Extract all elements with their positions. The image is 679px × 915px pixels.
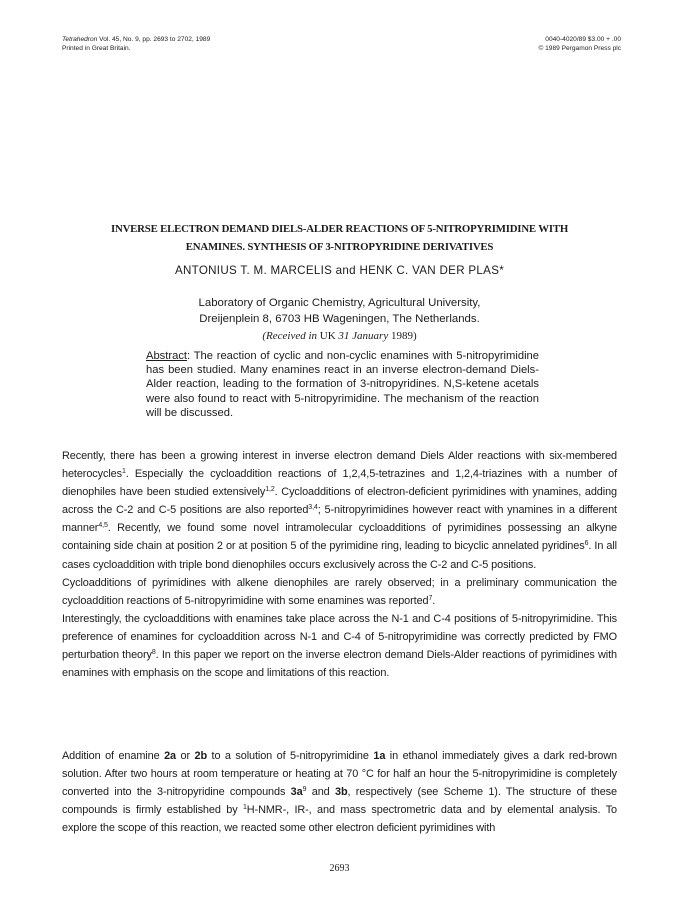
price-code: 0040-4020/89 $3.00 + .00 (545, 36, 621, 43)
compound-label: 3a (290, 786, 303, 799)
author-list: ANTONIUS T. M. MARCELIS and HENK C. VAN DER PLAS* (174, 264, 505, 277)
affiliation-line-1: Laboratory of Organic Chemistry, Agricultural University, (198, 297, 481, 309)
affiliation (0, 295, 679, 327)
body-paragraph: Recently, there has been a growing interest in inverse electron demand Diels Alder reactions with six-membered heterocycles$^1$. Especially the cycloaddition reactions of 1,2,4,5-tetrazines and 1,2,4-triazines with a number of dienophiles have been studied extensively$^{1,2}$. Cycloadditions of electron-deficient pyrimidines with ynamines, adding across the C-2 and C-5 positions are also reported$^{3,4}$; 5-nitropyrimidines however react with ynamines in a different manner$^{4,5}$. Recently, we found some novel intramolecular cycloadditions of pyrimidines possessing an alkyne containing side chain at position 2 or at position 5 of the pyrimidine ring, leading to bicyclic annelated pyridines$^6$. In all cases cycloaddition with triple bond dienophiles occurs exclusively across the C-2 and C-5 positions. (62, 450, 617, 571)
received-date: (Received in UK 31 January 1989) (262, 330, 417, 342)
ref-superscript: 4,5 (98, 522, 108, 530)
title-line-2: ENAMINES. SYNTHESIS OF 3-NITROPYRIDINE DERIVATIVES (185, 241, 494, 253)
isotope-superscript: 1 (242, 804, 247, 812)
body-paragraph: Cycloadditions of pyrimidines with alkene dienophiles are rarely observed; in a preliminary communication the cycloaddition reactions of 5-nitropyrimidine with some enamines was reported$^7$. (62, 576, 617, 607)
paper-title (0, 220, 679, 256)
ref-superscript: 8 (151, 649, 156, 657)
printed-note: Printed in Great Britain. (62, 44, 131, 52)
abstract (146, 349, 539, 420)
abstract-label: Abstract (146, 350, 188, 362)
body-text-top (62, 447, 617, 682)
body-paragraph: Addition of enamine 2a or 2b to a solution of 5-nitropyrimidine 1a in ethanol immediately gives a dark red-brown solution. After two hours at room temperature or heating at 70 °C for half an hour the 5-nitropyrimidine is completely converted into the 3-nitropyridine compounds $3a^9$ and 3b, respectively (see Scheme 1). The structure of these compounds is firmly established by $^1$H-NMR-, IR-, and mass spectrometric data and by elemental analysis. To explore the scope of this reaction, we reacted some other electron deficient pyrimidines with (62, 750, 617, 835)
body-text-bottom (62, 747, 617, 837)
journal-citation: Vol. 45, No. 9, pp. 2693 to 2702, 1989 (97, 36, 211, 43)
compound-label: 2b (194, 750, 208, 762)
ref-superscript: 1 (121, 468, 126, 476)
affiliation-line-2: Dreijenplein 8, 6703 HB Wageningen, The Netherlands. (199, 313, 480, 325)
body-paragraph: Interestingly, the cycloadditions with enamines take place across the N-1 and C-4 positions of 5-nitropyrimidine. This preference of enamines for cycloaddition across N-1 and C-4 of 5-nitropyrimidine was correctly predicted by FMO perturbation theory$^8$. In this paper we report on the inverse electron demand Diels-Alder reactions of pyrimidines with enamines with emphasis on the scope and limitations of this reaction. (62, 612, 617, 680)
compound-label: 3b (335, 786, 348, 799)
ref-superscript: 6 (584, 540, 589, 548)
page-number: 2693 (329, 863, 350, 874)
ref-superscript: 9 (302, 786, 307, 794)
compound-label: 2a (164, 750, 176, 762)
ref-superscript: 7 (428, 594, 433, 602)
journal-name: Tetrahedron (62, 36, 98, 43)
ref-superscript: 1,2 (265, 486, 275, 494)
publisher-header (538, 36, 621, 54)
compound-label: 1a (373, 750, 386, 762)
journal-header (62, 36, 210, 54)
abstract-text: : The reaction of cyclic and non-cyclic enamines with 5-nitropyrimidine has been studied. Many enamines react in an inverse electron-demand Diels-Alder reaction, leading to the formation of 3-nitropyridines. N,S-ketene acetals were also found to react with 5-nitropyrimidine. The mechanism of the reaction will be discussed. (146, 350, 539, 419)
copyright-line: © 1989 Pergamon Press plc (538, 44, 621, 52)
title-line-1: INVERSE ELECTRON DEMAND DIELS-ALDER REACTIONS OF 5-NITROPYRIMIDINE WITH (110, 223, 569, 235)
ref-superscript: 3,4 (308, 504, 318, 512)
